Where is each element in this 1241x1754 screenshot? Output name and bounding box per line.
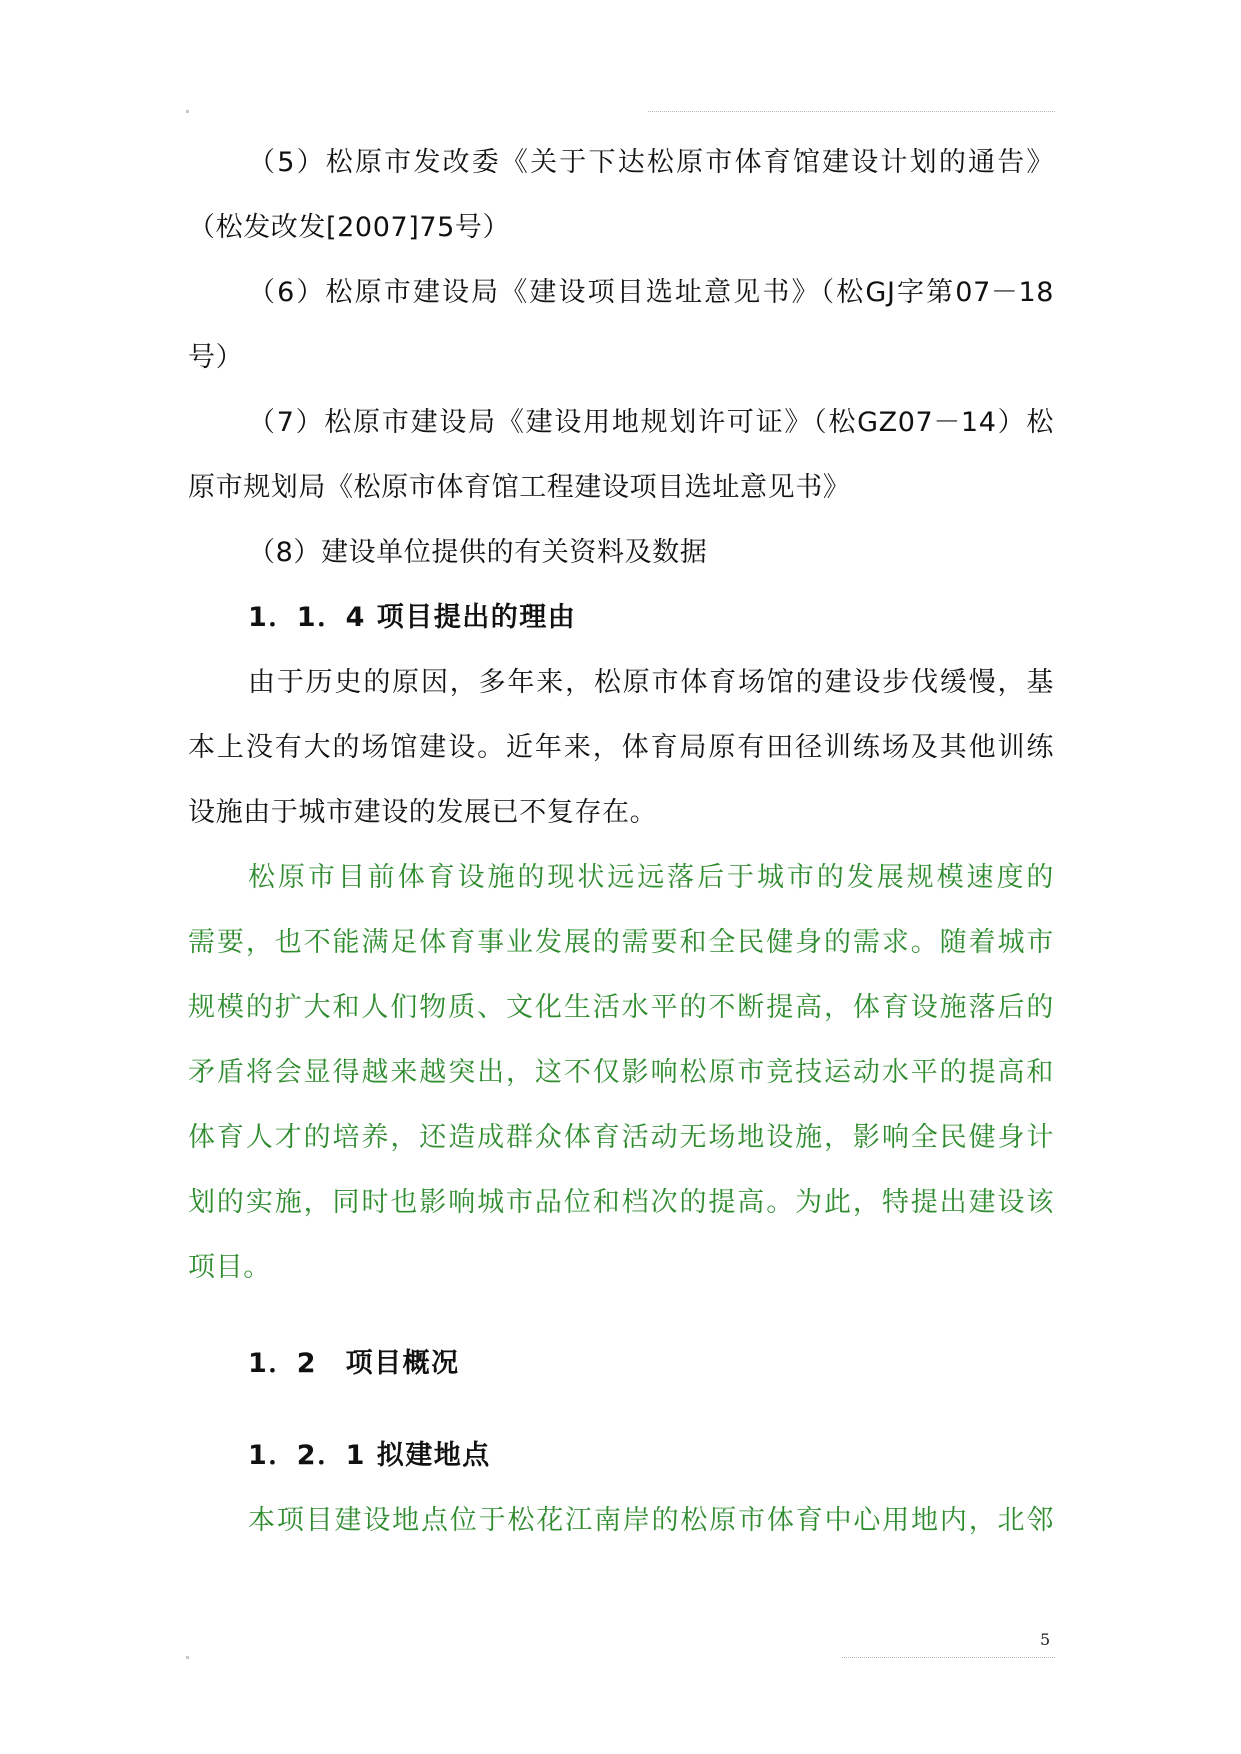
- text-line: 原市规划局《松原市体育馆工程建设项目选址意见书》: [188, 472, 851, 503]
- section-heading: 1．2 项目概况: [248, 1348, 460, 1379]
- text-line: （6）松原市建设局《建设项目选址意见书》（松GJ字第07－18: [248, 277, 1054, 308]
- header-rule: [648, 111, 1055, 112]
- page-number: 5: [1040, 1630, 1051, 1649]
- text-line: 松原市目前体育设施的现状远远落后于城市的发展规模速度的: [248, 862, 1054, 893]
- section-heading: 1．2．1 拟建地点: [248, 1440, 491, 1471]
- section-heading: 1．1．4 项目提出的理由: [248, 602, 577, 633]
- footer-corner-mark: [186, 1656, 189, 1659]
- text-line: 体育人才的培养，还造成群众体育活动无场地设施，影响全民健身计: [188, 1122, 1054, 1153]
- text-line: （8）建设单位提供的有关资料及数据: [248, 537, 708, 568]
- text-line: 设施由于城市建设的发展已不复存在。: [188, 797, 658, 828]
- text-line: （7）松原市建设局《建设用地规划许可证》（松GZ07－14）松: [248, 407, 1054, 438]
- text-line: 号）: [188, 342, 244, 373]
- text-line: 需要，也不能满足体育事业发展的需要和全民健身的需求。随着城市: [188, 927, 1054, 958]
- text-line: 项目。: [188, 1252, 271, 1283]
- text-line: （松发改发[2007]75号）: [188, 212, 511, 243]
- text-line: 本上没有大的场馆建设。近年来，体育局原有田径训练场及其他训练: [188, 732, 1054, 763]
- text-line: （5）松原市发改委《关于下达松原市体育馆建设计划的通告》: [248, 147, 1054, 178]
- footer-rule: [842, 1657, 1055, 1658]
- text-line: 划的实施，同时也影响城市品位和档次的提高。为此，特提出建设该: [188, 1187, 1054, 1218]
- header-corner-mark: [186, 110, 189, 113]
- text-line: 本项目建设地点位于松花江南岸的松原市体育中心用地内，北邻: [248, 1505, 1054, 1536]
- text-line: 矛盾将会显得越来越突出，这不仅影响松原市竞技运动水平的提高和: [188, 1057, 1054, 1088]
- text-line: 由于历史的原因，多年来，松原市体育场馆的建设步伐缓慢，基: [248, 667, 1054, 698]
- text-line: 规模的扩大和人们物质、文化生活水平的不断提高，体育设施落后的: [188, 992, 1054, 1023]
